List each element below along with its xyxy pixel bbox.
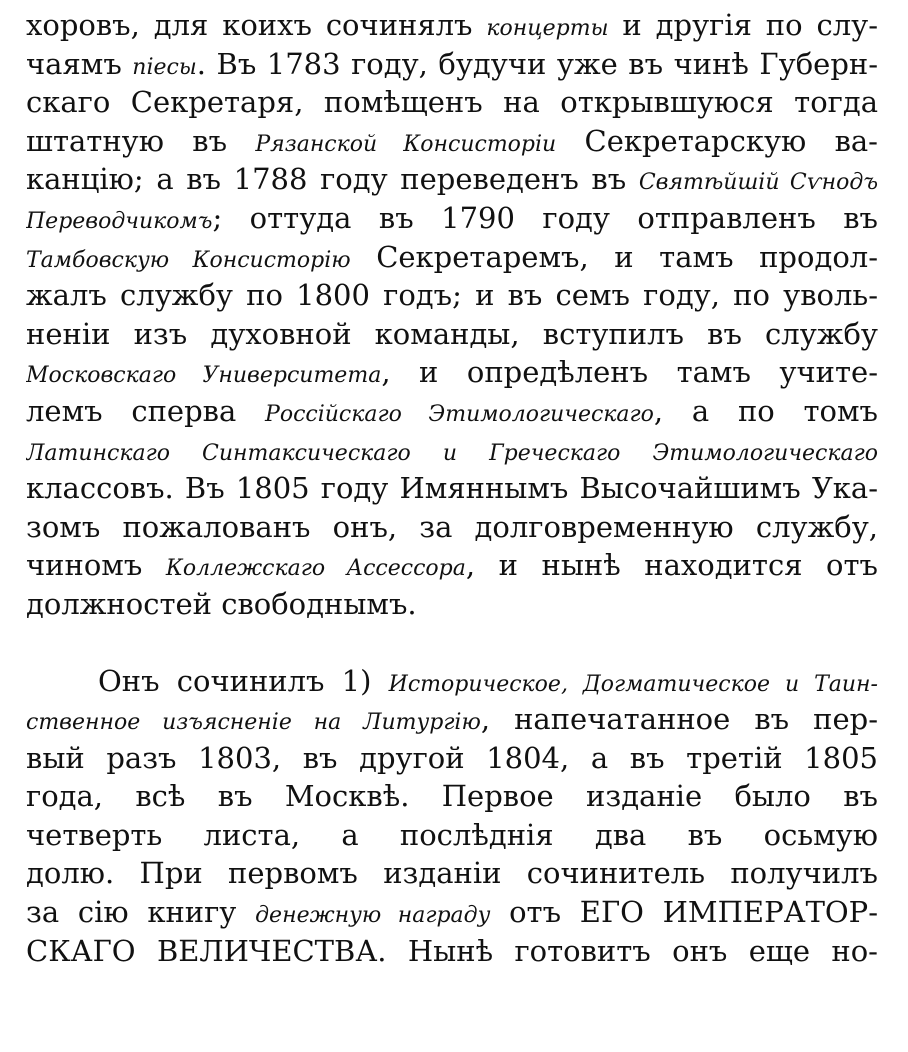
biography-paragraph [26, 6, 878, 624]
italic-text: Московскаго Университета [26, 363, 382, 389]
text-line [26, 816, 878, 855]
text-line [26, 6, 878, 45]
text-run: неніи изъ духовной команды, вступилъ въ службу [26, 316, 878, 351]
text-line [26, 739, 878, 778]
text-run: скаго Секретаря, помѣщенъ на открывшуюся тогда [26, 85, 878, 120]
italic-text: Коллежскаго Ассессора [165, 556, 466, 582]
text-line [26, 431, 878, 470]
italic-text: Историческое, Догматическое и Таин- [388, 671, 878, 697]
text-run: СКАГО ВЕЛИЧЕСТВА. Нынѣ готовитъ онъ еще но- [26, 933, 878, 968]
text-line [26, 83, 878, 122]
text-line [26, 276, 878, 315]
text-line [26, 932, 878, 971]
text-run: канцію; а въ 1788 году переведенъ въ [26, 162, 639, 197]
works-paragraph [26, 662, 878, 971]
italic-text: Латинскаго Синтаксическаго и Греческаго Этимологическаго [26, 440, 878, 466]
text-run: года, всѣ въ Москвѣ. Первое изданіе было въ [26, 779, 878, 814]
text-line [26, 392, 878, 431]
text-line [26, 315, 878, 354]
text-run: , и опредѣленъ тамъ учите- [381, 355, 878, 390]
text-run: за сію книгу [26, 895, 256, 930]
text-run: лемъ сперва [26, 393, 266, 428]
text-run: жалъ службу по 1800 годъ; и въ семъ году, по уволь- [26, 278, 878, 313]
text-run: отъ ЕГО ИМПЕРАТОР- [490, 895, 878, 930]
text-run: хоровъ, для коихъ сочинялъ [26, 8, 487, 42]
italic-text: концерты [486, 16, 609, 41]
text-line [26, 700, 878, 739]
text-line [26, 122, 878, 161]
text-run: чаямъ [26, 46, 133, 81]
paragraph-gap [26, 624, 878, 662]
italic-text: денежную награду [255, 903, 491, 929]
text-line [26, 777, 878, 816]
text-line [26, 508, 878, 547]
text-run: классовъ. Въ 1805 году Имяннымъ Высочайшимъ Ука- [26, 471, 878, 506]
text-run: Онъ сочинилъ 1) [98, 663, 389, 698]
text-line [26, 893, 878, 932]
text-line [26, 353, 878, 392]
text-run: Секретарскую ва- [556, 123, 878, 158]
text-run: Секретаремъ, и тамъ продол- [350, 239, 878, 274]
italic-text: Россійскаго Этимологическаго [265, 401, 654, 427]
italic-text: ственное изъясненіе на Литургію [26, 710, 481, 736]
italic-text: Рязанской Консисторіи [255, 131, 557, 157]
text-run: зомъ пожалованъ онъ, за долговременную службу, [26, 509, 878, 544]
text-run: и другія по слу- [608, 8, 878, 42]
italic-text: піесы [132, 54, 197, 80]
text-run: ; оттуда въ 1790 году отправленъ въ [212, 200, 878, 235]
italic-text: Переводчикомъ [26, 208, 213, 234]
text-run: , и нынѣ находится отъ [465, 548, 878, 583]
text-run: , напечатанное въ пер- [480, 702, 878, 737]
text-line [26, 199, 878, 238]
text-line [26, 585, 878, 624]
italic-text: Тамбовскую Консисторію [26, 247, 351, 273]
text-line [26, 238, 878, 277]
text-line [26, 160, 878, 199]
text-run: . Въ 1783 году, будучи уже въ чинѣ Губерн- [196, 46, 878, 81]
text-run: чиномъ [26, 548, 166, 583]
text-run: долю. При первомъ изданіи сочинитель получилъ [26, 856, 878, 891]
text-run: четверть листа, а послѣднія два въ осьмую [26, 817, 878, 852]
text-line [26, 854, 878, 893]
text-line [26, 546, 878, 585]
italic-text: Святѣйшій Сѵнодъ [638, 170, 878, 196]
text-line [26, 662, 878, 701]
text-run: вый разъ 1803, въ другой 1804, а въ третій 1805 [26, 740, 878, 775]
text-run: штатную въ [26, 123, 256, 158]
text-line [26, 469, 878, 508]
text-run: должностей свободнымъ. [26, 586, 417, 621]
text-line [26, 45, 878, 84]
text-run: , а по томъ [653, 393, 878, 428]
